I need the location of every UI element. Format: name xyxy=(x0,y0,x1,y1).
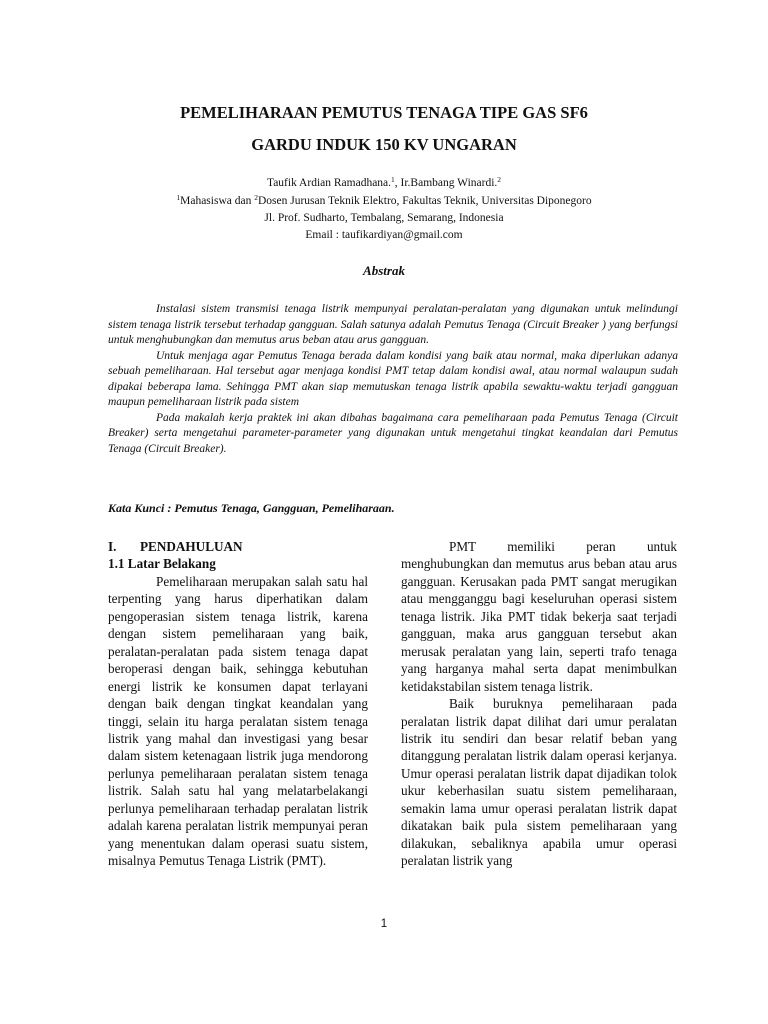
affiliation-text-1: Mahasiswa dan xyxy=(180,195,255,207)
author-1-sup: 1 xyxy=(391,175,395,184)
paper-title-line2: GARDU INDUK 150 KV UNGARAN xyxy=(251,135,517,154)
body-paragraph: Pemeliharaan merupakan salah satu hal terpenting yang harus diperhatikan dalam pengoperasian sistem tenaga listrik, karena dengan sistem pemeliharaan yang baik, peralatan-peralatan pada sistem tenaga dapat beroperasi dengan baik, sehingga kebutuhan energi listrik ke konsumen dapat terlayani dengan baik dengan tingkat keandalan yang tinggi, selain itu harga peralatan sistem tenaga listrik yang mahal dan investigasi yang besar dalam sistem ketenagaan listrik juga mendorong perlunya pemeliharaan peralatan sistem tenaga listrik. Salah satu hal yang melatarbelakangi perlunya pemeliharaan terhadap peralatan listrik adalah karena peralatan listrik mempunyai peran yang menentukan dalam operasi suatu sistem, misalnya Pemutus Tenaga Listrik (PMT). xyxy=(108,573,368,869)
abstract-paragraph: Instalasi sistem transmisi tenaga listrik mempunyai peralatan-peralatan yang digunakan untuk melindungi sistem tenaga listrik tersebut terhadap gangguan. Salah satunya adalah Pemutus Tenaga (Circuit Breaker ) yang berfungsi untuk menghubungkan dan memutus arus beban atau arus gangguan. xyxy=(108,303,678,346)
abstract-paragraph: Untuk menjaga agar Pemutus Tenaga berada dalam kondisi yang baik atau normal, maka diperlukan adanya sebuah pemeliharaan. Hal tersebut agar menjaga kondisi PMT tetap dalam kondisi awal, atau normal walaupun sudah dipakai beberapa lama. Sehingga PMT akan siap memutuskan tenaga listrik apabila sewaktu-waktu terjadi gangguan maupun pemeliharaan listrik pada sistem xyxy=(108,349,678,408)
affiliation-text-2: Dosen Jurusan Teknik Elektro, Fakultas Teknik, Universitas Diponegoro xyxy=(257,195,592,207)
right-column xyxy=(401,538,677,870)
author-separator: , xyxy=(394,177,401,189)
author-line xyxy=(0,177,768,189)
left-column xyxy=(108,538,368,870)
body-paragraph: Baik buruknya pemeliharaan pada peralatan listrik dapat dilihat dari umur peralatan listrik itu sendiri dan besar relatif beban yang ditanggung peralatan listrik dalam operasi kerjanya. Umur operasi peralatan listrik dapat dijadikan tolok ukur keberhasilan suatu sistem pemeliharaan, semakin lama umur operasi peralatan listrik dapat dikatakan baik pula sistem pemeliharaan yang dilakukan, sebaliknya apabila umur operasi peralatan listrik yang xyxy=(401,696,677,869)
paper-title-line1: PEMELIHARAAN PEMUTUS TENAGA TIPE GAS SF6 xyxy=(180,103,588,122)
affiliation-line xyxy=(0,195,768,207)
affiliation-sup-1: 1 xyxy=(176,193,181,202)
subsection-heading: 1.1 Latar Belakang xyxy=(108,556,216,572)
section-number: I. xyxy=(108,539,117,554)
author-2: Ir.Bambang Winardi. xyxy=(400,177,498,189)
address-line: Jl. Prof. Sudharto, Tembalang, Semarang, Indonesia xyxy=(264,212,504,224)
section-title: PENDAHULUAN xyxy=(140,539,243,554)
author-2-sup: 2 xyxy=(497,175,502,184)
body-paragraph: PMT memiliki peran untuk menghubungkan dan memutus arus beban atau arus gangguan. Kerusakan pada PMT sangat merugikan atau mengganggu bagi keseluruhan operasi sistem tenaga listrik. Jika PMT tidak bekerja saat terjadi gangguan, maka arus gangguan tersebut akan merusak peralatan yang lain, seperti trafo tenaga yang harganya mahal serta dapat menimbulkan ketidakstabilan sistem tenaga listrik. xyxy=(401,539,677,694)
affiliation-sup-2: 2 xyxy=(254,193,258,202)
section-heading xyxy=(108,538,368,555)
email-line[interactable]: Email : taufikardiyan@gmail.com xyxy=(305,229,463,241)
abstract-body xyxy=(108,302,678,457)
page-number: 1 xyxy=(380,918,388,930)
abstract-paragraph: Pada makalah kerja praktek ini akan dibahas bagaimana cara pemeliharaan pada Pemutus Tenaga (Circuit Breaker) serta mengetahui parameter-parameter yang digunakan untuk mengetahui tingkat keandalan dari Pemutus Tenaga (Circuit Breaker). xyxy=(108,411,678,455)
keywords-line: Kata Kunci : Pemutus Tenaga, Gangguan, Pemeliharaan. xyxy=(108,501,395,515)
abstract-heading: Abstrak xyxy=(363,263,405,278)
author-1: Taufik Ardian Ramadhana. xyxy=(266,177,392,189)
